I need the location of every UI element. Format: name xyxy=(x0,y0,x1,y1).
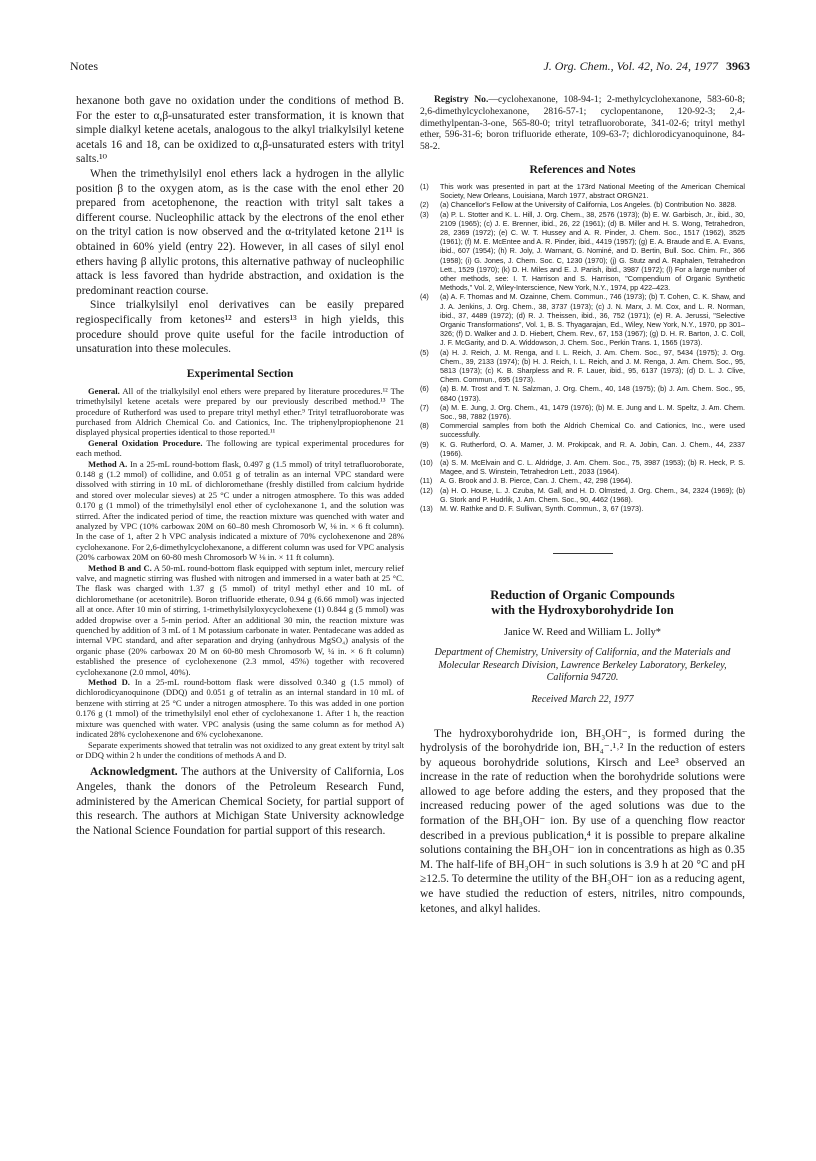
reference-text: (a) Chancellor's Fellow at the University of California, Los Angeles. (b) Contribution No. 3828. xyxy=(440,200,737,210)
reference-number: (3) xyxy=(420,209,429,219)
body-paragraph: hexanone both gave no oxidation under the conditions of method B. For the ester to α,β-unsaturated ester transformation, it is known that simple dialkyl ketene acetals, analogous to the alkyl trialkylsilyl ketene acetals 16 and 18, can be oxidized to α,β-unsaturated esters with trityl salts.¹⁰ xyxy=(76,95,404,166)
page-number: 3963 xyxy=(726,59,750,73)
reference-number: (5) xyxy=(420,347,429,357)
reference-item xyxy=(420,458,745,476)
references-heading: References and Notes xyxy=(529,162,636,176)
article-affiliation: Department of Chemistry, University of California, and the Materials and Molecular Research Division, Lawrence Berkeley Laboratory, Berkeley, California 94720. xyxy=(434,647,731,684)
section-label: Notes xyxy=(70,59,98,73)
experimental-section xyxy=(76,386,404,761)
registry-label: Registry No. xyxy=(434,94,489,105)
reference-text: Commercial samples from both the Aldrich Chemical Co. and Cationics, Inc., were used successfully. xyxy=(440,421,745,440)
experimental-paragraph: Method B and C. A 50-mL round-bottom flask equipped with septum inlet, mercury relief valve, and magnetic stirring was flushed with nitrogen and immersed in a water bath at 25 °C. The flask was charged with 1.37 g (5 mmol) of trityl methyl ether and 10 mL of dichloromethane (or acetonitrile). Boron trifluoride etherate, 0.94 g (6.66 mmol) was injected all at once. After 10 min of stirring, 1-trimethylsilyloxycyclohexene (1) 0.844 g (5 mmol) was added dropwise over a 5-min period. After an additional 30 min, the reaction mixture was quenched by addition of 3 mL of 1 M potassium carbonate in water. Pentadecane was added as internal VPC standard, and after separation and drying (anhydrous MgSO₄) analysis of the organic phase (20% carbowax 20 M on 60-80 mesh Chromosorb W, ¼ in. × 6 ft column) established the presence of cyclohexenone (2.3 mmol, 45%) together with recovered cyclohexanone (2.0 mmol, 40%). xyxy=(76,562,404,677)
reference-number: (8) xyxy=(420,421,429,431)
reference-text: (a) A. F. Thomas and M. Ozainne, Chem. Commun., 746 (1973); (b) T. Cohen, C. K. Shaw, and J. A. Jenkins, J. Org. Chem., 38, 3737 (1973); (c) J. N. Marx, J. M. Cox, and L. R. Norman, ibid., 37, 4489 (1972); (d) R. J. Theissen, ibid., 36, 752 (1971); (e) R. A. Jerussi, "Selective Organic Transformations", Vol. 1, B. S. Thyagarajan, Ed., Wiley, New York, N.Y., 1970, pp 301–326; (f) D. Walker and J. D. Hiebert, Chem. Rev., 67, 153 (1967); (g) D. H. R. Barton, J. C. Coll, J. F. McGarity, and D. A. Widdowson, J. Chem. Soc., Perkin Trans. 1, 1565 (1973). xyxy=(440,292,745,348)
reference-item xyxy=(420,504,745,513)
reference-item xyxy=(420,476,745,485)
reference-text: K. G. Rutherford, O. A. Mamer, J. M. Prokipcak, and R. A. Jobin, Can. J. Chem., 44, 2337 (1966). xyxy=(440,439,745,458)
reference-text: (a) S. M. McElvain and C. L. Aldridge, J. Am. Chem. Soc., 75, 3987 (1953); (b) R. Heck, P. S. Magee, and S. Winstein, Tetrahedron Lett., 2033 (1964). xyxy=(440,458,745,477)
right-column xyxy=(420,94,745,1134)
reference-text: A. G. Brook and J. B. Pierce, Can. J. Chem., 42, 298 (1964). xyxy=(440,476,633,486)
article-divider xyxy=(553,553,613,554)
reference-item xyxy=(420,348,745,385)
experimental-heading: Experimental Section xyxy=(186,366,294,380)
experimental-paragraph: General. All of the trialkylsilyl enol ethers were prepared by literature procedures.¹² The trimethylsilyl ketene acetals were prepared by our previously described method.¹³ The procedure of Rutherford was used to prepare trityl methyl ether.⁹ Trityl tetrafluoroborate was purchased from Aldrich Chemical Co. and Cationics, Inc. The triphenylpropiophenone 21 displayed physical properties identical to those reported.¹¹ xyxy=(76,385,404,438)
reference-item xyxy=(420,200,745,209)
reference-text: (a) H. J. Reich, J. M. Renga, and I. L. Reich, J. Am. Chem. Soc., 97, 5434 (1975); J. Org. Chem., 39, 2133 (1974); (b) H. J. Reich, I. L. Reich, and J. M. Renga, J. Am. Chem. Soc., 95, 5813 (1973); (c) K. B. Sharpless and R. F. Lauer, ibid., 95, 6137 (1973); (d) D. L. J. Clive, Chem. Commun., 695 (1973). xyxy=(440,347,745,385)
reference-text: (a) M. E. Jung, J. Org. Chem., 41, 1479 (1976); (b) M. E. Jung and L. M. Speltz, J. Am. Chem. Soc., 98, 7882 (1976). xyxy=(440,402,745,422)
reference-item xyxy=(420,403,745,421)
reference-text: This work was presented in part at the 173rd National Meeting of the American Chemical Society, New Orleans, Louisiana, March 1977, abstract ORGN21. xyxy=(440,181,745,201)
reference-item xyxy=(420,210,745,293)
received-date: Received March 22, 1977 xyxy=(531,693,634,705)
reference-text: (a) P. L. Stotter and K. L. Hill, J. Org. Chem., 38, 2576 (1973); (b) E. W. Garbisch, Jr., ibid., 30, 2109 (1965); (c) J. E. Brenner, ibid., 26, 22 (1961); (d) B. Miller and H. S. Wong, Tetrahedron, 28, 2369 (1972); (e) C. W. T. Hussey and A. R. Pinder, J. Chem. Soc., 1517 (1962), 3525 (1961); (f) M. E. McEntee and A. R. Pinder, ibid., 4419 (1957); (g) E. A. Braude and E. A. Evans, ibid., 607 (1954); (h) R. Joly, J. Warnant, G. Nominé, and D. Bertin, Bull. Soc. Chim. Fr., 366 (1958); (i) G. Jones, J. Chem. Soc. C, 1230 (1970); (j) G. Stutz and A. Raphalen, Tetrahedron Lett., 1529 (1970); (k) D. H. Miles and E. J. Parish, ibid., 3987 (1972); (l) For a large number of other methods, see: I. T. Harrison and S. Harrison, "Compendium of Organic Synthetic Methods," Vol. 2, Wiley-Interscience, New York, N.Y., 1974, pp 422–423. xyxy=(440,209,745,293)
acknowledgment-text: The authors at the University of California, Los Angeles, thank the donors of the Petroleum Research Fund, administered by the American Chemical Society, for partial support of this research. The authors at Michigan State University acknowledge the National Science Foundation for partial support of this research. xyxy=(76,766,404,837)
experimental-paragraph: Separate experiments showed that tetralin was not oxidized to any great extent by trityl salt or DDQ within 2 h under the conditions of methods A and D. xyxy=(76,739,404,760)
reference-number: (9) xyxy=(420,439,429,449)
reference-number: (10) xyxy=(420,458,433,468)
reference-item xyxy=(420,292,745,347)
acknowledgment-label: Acknowledgment. xyxy=(90,766,178,779)
reference-item xyxy=(420,421,745,439)
registry-numbers xyxy=(420,94,745,153)
reference-number: (1) xyxy=(420,181,429,191)
left-column xyxy=(76,94,404,1134)
intro-text xyxy=(76,94,404,357)
article-title: Reduction of Organic Compounds with the Hydroxyborohydride Ion xyxy=(490,588,675,618)
reference-item xyxy=(420,486,745,504)
article-intro xyxy=(420,727,745,917)
body-paragraph: Since trialkylsilyl enol derivatives can be easily prepared regiospecifically from ketones¹² and esters¹³ in high yields, this procedure should prove quite useful for the facile introduction of unsaturation into these molecules. xyxy=(76,299,404,356)
reference-number: (7) xyxy=(420,402,429,412)
registry-text: —cyclohexanone, 108-94-1; 2-methylcyclohexanone, 583-60-8; 2,6-dimethylcyclohexanone, 2816-57-1; cyclopentanone, 120-92-3; 2,4-dimethylpentan-3-one, 565-80-0; trityl tetrafluoroborate, 341-02-6; trityl methyl ether, 596-31-6; boron trifluoride etherate, 109-63-7; dichlorodicyanoquinone, 84-58-2. xyxy=(420,94,745,153)
body-paragraph: When the trimethylsilyl enol ethers lack a hydrogen in the allylic position β to the oxygen atom, as is the case with the enol ether 20 prepared from acetophenone, the reaction with trityl salt takes a different course. Nucleophilic attack by the electrons of the enol ether on the trityl cation is now observed and the α-tritylated ketone 21¹¹ is obtained in 60% yield (entry 22). However, in all cases of silyl enol ethers having β allylic protons, this alternative pathway of nucleophilic attack is less favored than hydride abstraction, and oxidation is the predominant reaction course. xyxy=(76,167,404,297)
reference-item xyxy=(420,440,745,458)
reference-number: (13) xyxy=(420,504,433,514)
journal-citation: J. Org. Chem., Vol. 42, No. 24, 1977 3963 xyxy=(543,59,750,73)
reference-text: (a) H. O. House, L. J. Czuba, M. Gall, and H. D. Olmsted, J. Org. Chem., 34, 2324 (1969); (b) G. Stork and P. Hudrlik, J. Am. Chem. Soc., 90, 4462 (1968). xyxy=(440,485,745,504)
body-paragraph: The hydroxyborohydride ion, BH₃OH⁻, is formed during the hydrolysis of the borohydride ion, BH₄⁻.¹˒² In the reduction of esters by aqueous borohydride solutions, Kirsch and Lee³ observed an increase in the rate of reduction when the borohydride solutions were allowed to age before adding the esters, and they proposed that the increased reducing power of the aged solutions was due to the formation of the BH₃OH⁻ ion. By use of a quenching flow reactor described in a previous publication,⁴ it is possible to prepare alkaline solutions containing the BH₃OH⁻ ion in concentrations as high as 0.35 M. The half-life of BH₃OH⁻ in such solutions is 3.9 h at 20 °C and pH ≥12.5. To determine the utility of the BH₃OH⁻ ion as a reducing agent, we have studied the reduction of esters, nitriles, nitro compounds, ketones, and alkyl halides. xyxy=(420,727,745,915)
article-authors: Janice W. Reed and William L. Jolly* xyxy=(504,627,661,639)
reference-text: M. W. Rathke and D. F. Sullivan, Synth. Commun., 3, 67 (1973). xyxy=(440,504,644,514)
reference-text: (a) B. M. Trost and T. N. Salzman, J. Org. Chem., 40, 148 (1975); (b) J. Am. Chem. Soc., 95, 6840 (1973). xyxy=(440,384,745,403)
reference-item xyxy=(420,384,745,402)
reference-number: (6) xyxy=(420,384,429,394)
experimental-paragraph: Method A. In a 25-mL round-bottom flask, 0.497 g (1.5 mmol) of trityl tetrafluoroborate, 0.148 g (1.2 mmol) of collidine, and 0.051 g of tetralin as an internal VPC standard were dissolved with stirring in 10 mL of dichloromethane (freshly distilled from calcium hydride and stored over molecular sieves) at 25 °C under a nitrogen atmosphere. To this was added 0.170 g (1 mmol) of the trimethylsilyl enol ether of cyclohexanone 1, and the solution was stirred. After the indicated period of time, the reaction mixture was quenched with water and analyzed by VPC (10% carbowax 20M on 60–80 mesh Chromosorb W, ⅛ in. × 6 ft column). In the case of 1, after 2 h VPC analysis indicated a mixture of 70% cyclohexenone and 28% cyclohexanone. For 2,6-dimethylcyclohexanone, a different column was used for VPC analysis (20% carbowax 20M on 60-80 mesh Chromosorb W ⅛ in. × 11 ft column). xyxy=(76,458,404,563)
experimental-paragraph: Method D. In a 25-mL round-bottom flask were dissolved 0.340 g (1.5 mmol) of dichlorodicyanoquinone (DDQ) and 0.051 g of tetralin as an internal standard in 10 mL of benzene with stirring at 25 °C under a nitrogen atmosphere. To this was added in one portion 0.176 g (1 mmol) of the trimethylsilyl enol ether of cyclohexanone 1. After 1 h, the reaction mixture was quenched with water. VPC analysis (using the same column as for method A) indicated 28% cyclohexenone and 6% cyclohexanone. xyxy=(76,677,404,740)
reference-number: (11) xyxy=(420,476,433,486)
references-list xyxy=(420,182,745,513)
reference-item xyxy=(420,182,745,200)
experimental-paragraph: General Oxidation Procedure. The following are typical experimental procedures for each method. xyxy=(76,437,404,459)
reference-number: (4) xyxy=(420,292,429,302)
running-header xyxy=(70,59,750,77)
reference-number: (2) xyxy=(420,200,429,210)
reference-number: (12) xyxy=(420,485,433,495)
acknowledgment xyxy=(76,765,404,838)
